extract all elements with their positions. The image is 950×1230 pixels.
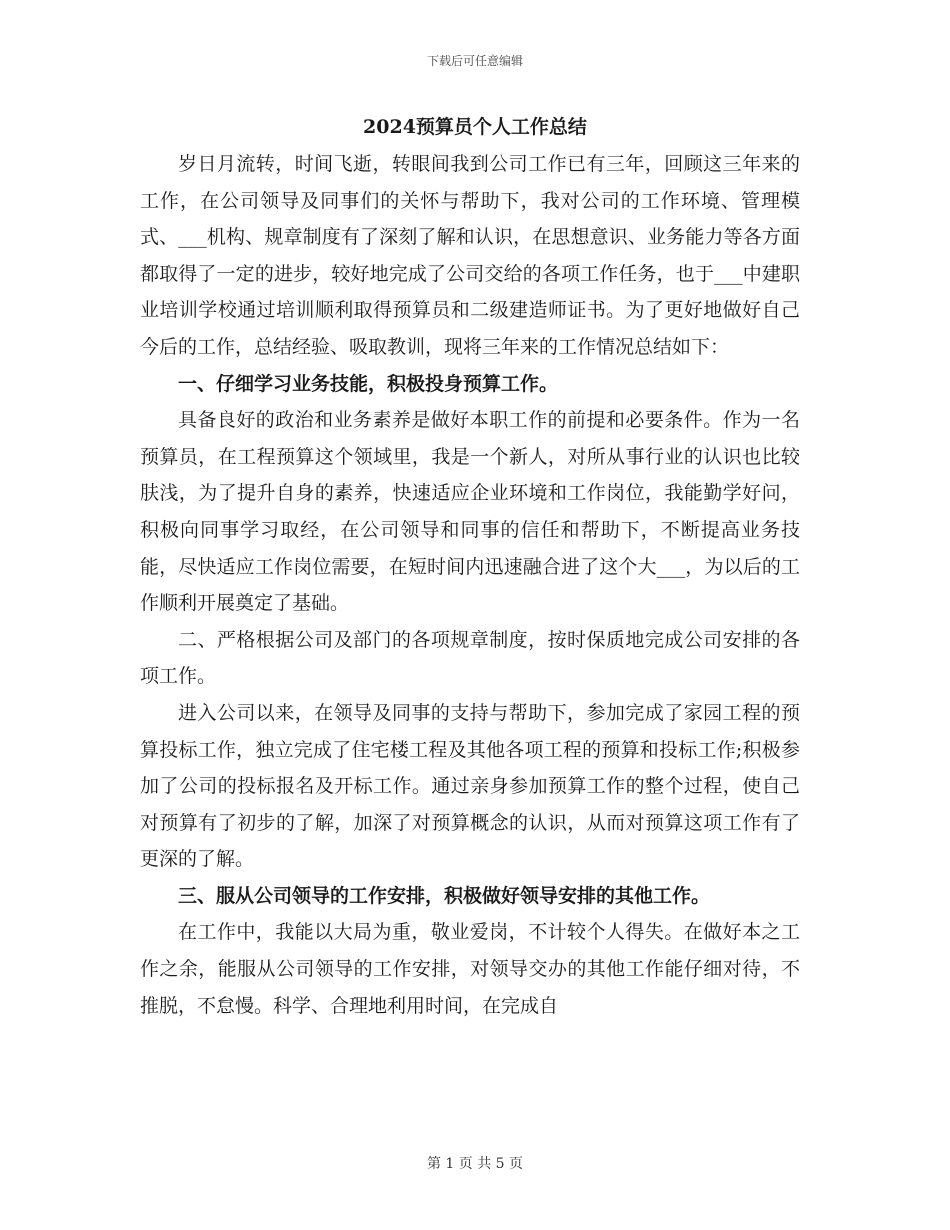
document-body [140, 146, 800, 1024]
header-note: 下载后可任意编辑 [426, 54, 523, 68]
section-heading-1: 一、仔细学习业务技能，积极投身预算工作。 [178, 372, 559, 395]
paragraph-section-2: 进入公司以来，在领导及同事的支持与帮助下，参加完成了家园工程的预算投标工作，独立完成了住宅楼工程及其他各项工程的预算和投标工作;积极参加了公司的投标报名及开标工作。通过亲身参加预算工作的整个过程，使自己对预算有了初步的了解，加深了对预算概念的认识，从而对预算这项工作有了更深的了解。 [140, 701, 800, 871]
document-title: 2024预算员个人工作总结 [363, 116, 587, 138]
paragraph-section-1: 具备良好的政治和业务素养是做好本职工作的前提和必要条件。作为一名预算员，在工程预算这个领域里，我是一个新人，对所从事行业的认识也比较肤浅，为了提升自身的素养，快速适应企业环境和工作岗位，我能勤学好问，积极向同事学习取经，在公司领导和同事的信任和帮助下，不断提高业务技能，尽快适应工作岗位需要，在短时间内迅速融合进了这个大___，为以后的工作顺利开展奠定了基础。 [140, 409, 800, 615]
section-heading-2: 二、严格根据公司及部门的各项规章制度，按时保质地完成公司安排的各项工作。 [140, 628, 800, 688]
paragraph-section-3: 在工作中，我能以大局为重，敬业爱岗，不计较个人得失。在做好本之工作之余，能服从公司领导的工作安排，对领导交办的其他工作能仔细对待，不推脱，不怠慢。科学、合理地利用时间，在完成自 [140, 921, 800, 1017]
section-heading-3: 三、服从公司领导的工作安排，积极做好领导安排的其他工作。 [178, 884, 711, 907]
paragraph-intro: 岁日月流转，时间飞逝，转眼间我到公司工作已有三年，回顾这三年来的工作，在公司领导及同事们的关怀与帮助下，我对公司的工作环境、管理模式、___机构、规章制度有了深刻了解和认识，在思想意识、业务能力等各方面都取得了一定的进步，较好地完成了公司交给的各项工作任务，也于___中建职业培训学校通过培训顺利取得预算员和二级建造师证书。为了更好地做好自己今后的工作，总结经验、吸取教训，现将三年来的工作情况总结如下： [140, 153, 800, 358]
page-indicator: 第 1 页 共 5 页 [426, 1156, 524, 1172]
